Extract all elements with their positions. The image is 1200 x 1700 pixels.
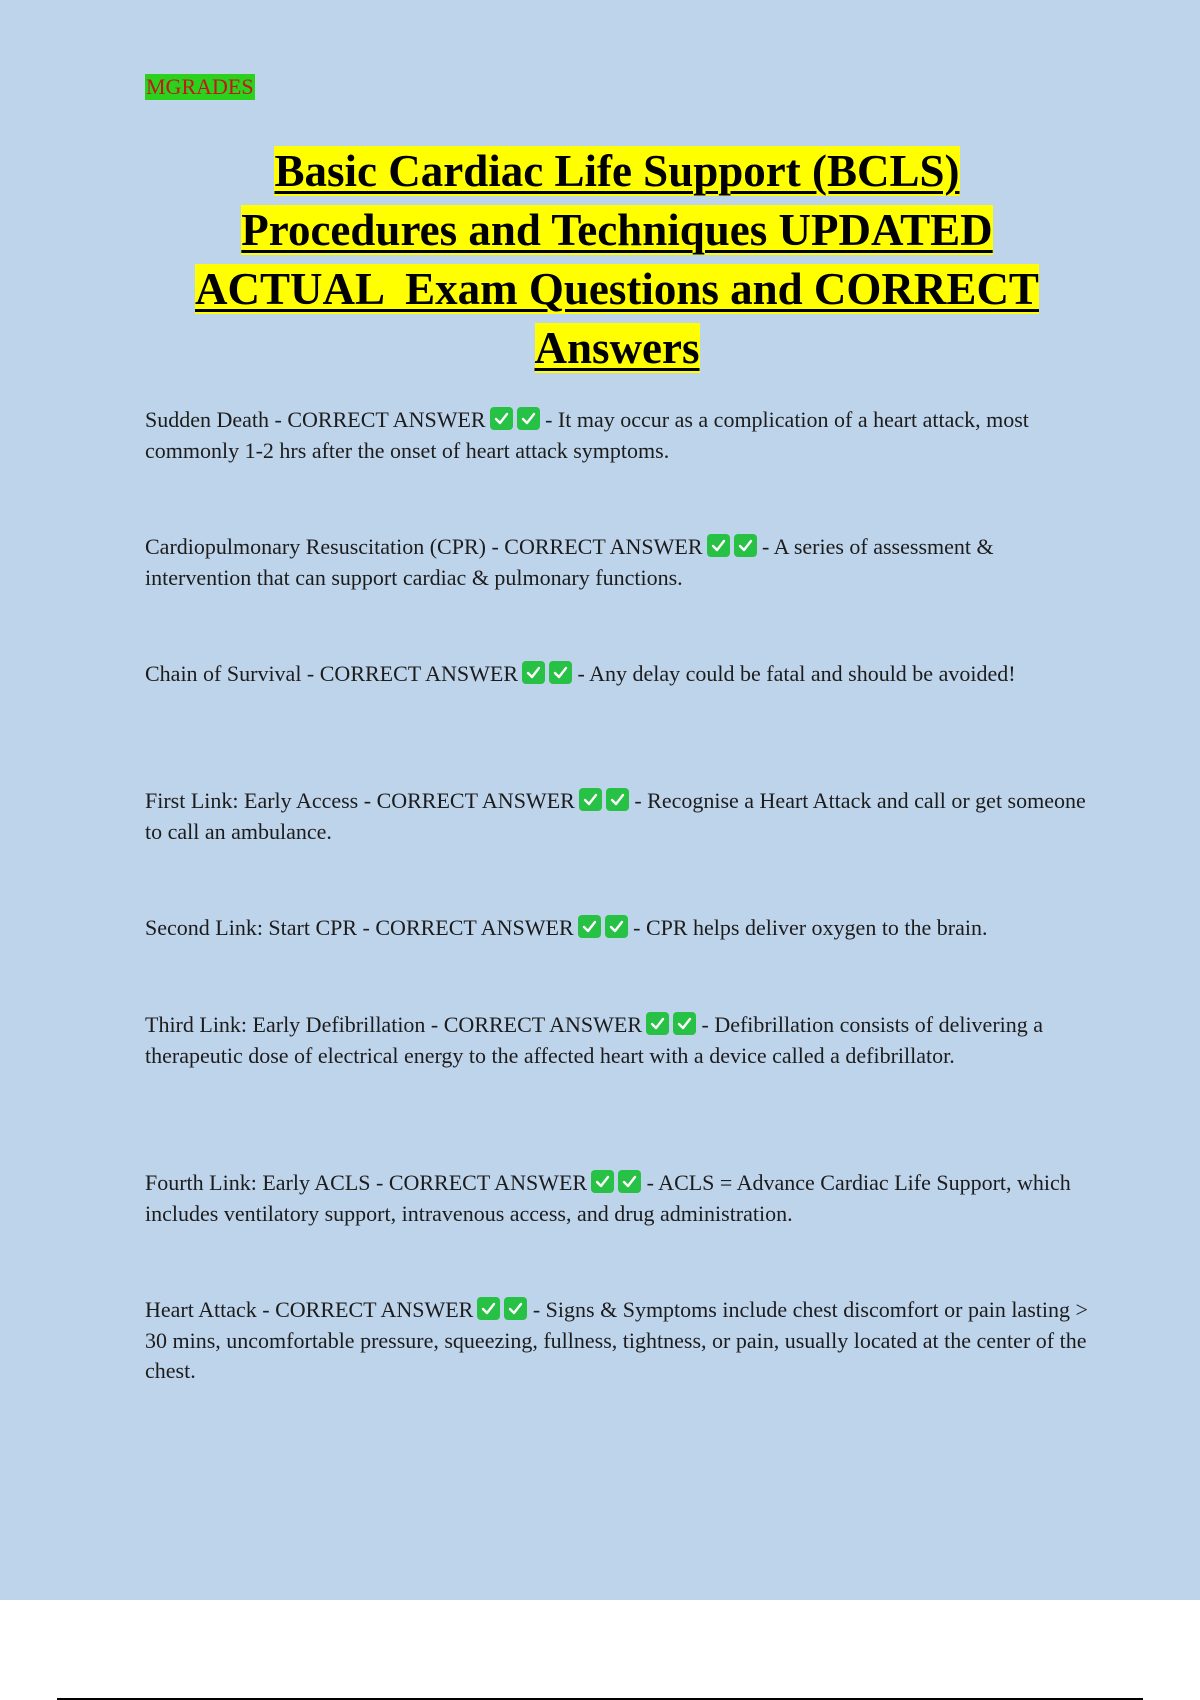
check-mark-icon [618,1170,641,1193]
title-line: ACTUAL Exam Questions and CORRECT [195,264,1039,314]
title-line: Procedures and Techniques UPDATED [241,205,993,255]
check-mark-icon [579,788,602,811]
title-line: Basic Cardiac Life Support (BCLS) [274,146,960,196]
qa-answer: - Any delay could be fatal and should be avoided! [577,661,1016,686]
qa-answer: - Defibrillation consists of delivering a therapeutic dose of electrical energy to the affected heart with a device called a defibrillator. [145,1012,1044,1068]
qa-answer: - Signs & Symptoms include chest discomfort or pain lasting > 30 mins, uncomfortable pressure, squeezing, fullness, tightness, or pain, usually located at the center of the chest. [145,1297,1088,1383]
brand-label: MGRADES [146,74,254,99]
check-mark-icon [522,661,545,684]
qa-term: Second Link: Start CPR - CORRECT ANSWER [145,915,574,940]
check-mark-icon [549,661,572,684]
qa-term: Cardiopulmonary Resuscitation (CPR) - CORRECT ANSWER [145,534,703,559]
qa-answer: - It may occur as a complication of a heart attack, most commonly 1-2 hrs after the onset of heart attack symptoms. [145,407,1029,463]
qa-term: First Link: Early Access - CORRECT ANSWER [145,788,575,813]
qa-answer: - ACLS = Advance Cardiac Life Support, which includes ventilatory support, intravenous access, and drug administration. [145,1170,1071,1226]
qa-answer: - Recognise a Heart Attack and call or get someone to call an ambulance. [145,788,1086,844]
title-line: Answers [534,323,700,373]
qa-item [145,1168,1095,1229]
check-mark-icon [517,407,540,430]
qa-term: Sudden Death - CORRECT ANSWER [145,407,486,432]
check-mark-icon [673,1012,696,1035]
qa-item [145,405,1095,466]
qa-item [145,1295,1095,1387]
qa-term: Third Link: Early Defibrillation - CORRECT ANSWER [145,1012,642,1037]
check-mark-icon [490,407,513,430]
check-mark-icon [504,1297,527,1320]
check-mark-icon [477,1297,500,1320]
qa-term: Fourth Link: Early ACLS - CORRECT ANSWER [145,1170,588,1195]
qa-item [145,532,1095,593]
check-mark-icon [646,1012,669,1035]
qa-item [145,913,1095,944]
qa-item [145,659,1095,690]
check-mark-icon [578,915,601,938]
check-mark-icon [734,534,757,557]
qa-term: Heart Attack - CORRECT ANSWER [145,1297,474,1322]
qa-term: Chain of Survival - CORRECT ANSWER [145,661,518,686]
qa-item [145,786,1095,847]
qa-item [145,1010,1095,1071]
check-mark-icon [605,915,628,938]
qa-answer: - A series of assessment & intervention that can support cardiac & pulmonary functions. [145,534,994,590]
qa-answer: - CPR helps deliver oxygen to the brain. [633,915,988,940]
check-mark-icon [591,1170,614,1193]
check-mark-icon [606,788,629,811]
document-title [60,142,1174,378]
check-mark-icon [707,534,730,557]
